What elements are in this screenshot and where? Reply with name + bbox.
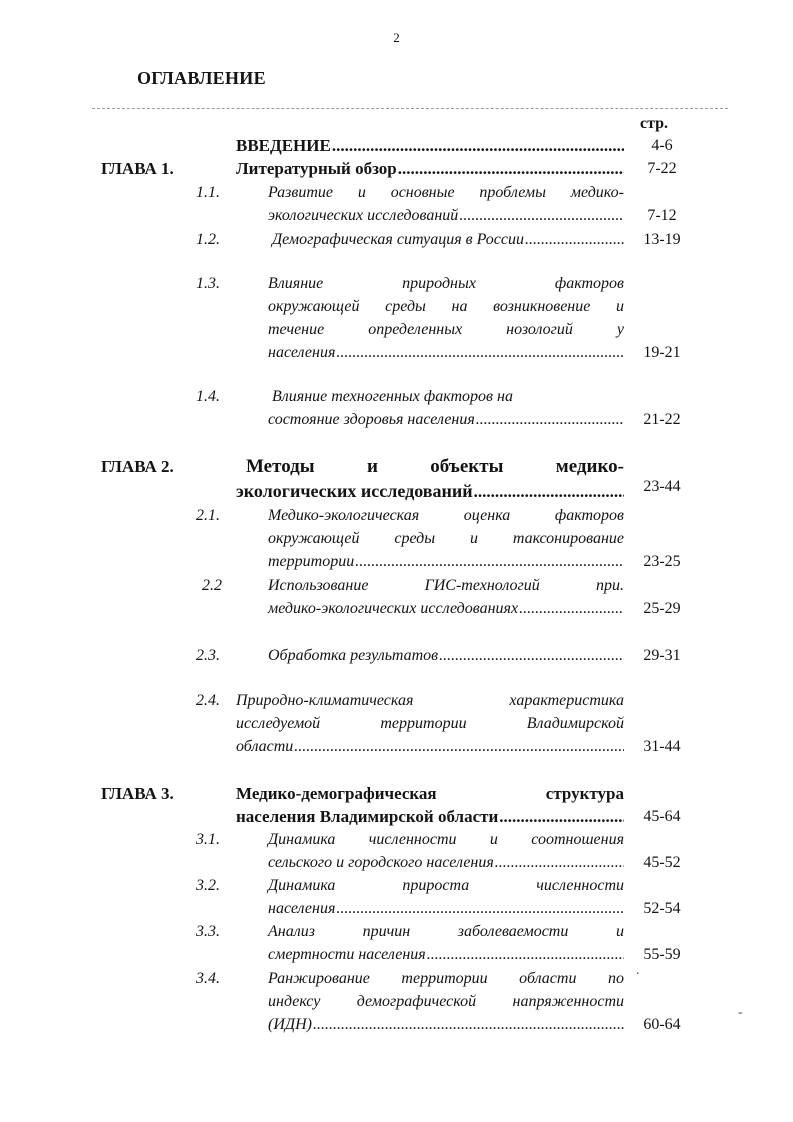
section-line: Демографическая ситуация в России (272, 231, 524, 248)
section-line: медико-экологических исследованиях (268, 600, 519, 617)
section-line: Анализ причин заболеваемости и (268, 923, 624, 940)
section-pages: 45-52 (643, 854, 681, 871)
section-line: Влияние техногенных факторов на (272, 388, 513, 405)
chapter-label: ГЛАВА 1. (101, 159, 174, 178)
section-pages: 21-22 (643, 411, 681, 428)
toc-entry-section-2-1 (268, 504, 624, 573)
toc-entry-section-3-1 (268, 828, 624, 874)
section-line: Влияние природных факторов (268, 275, 624, 292)
toc-entry-section-2-2 (268, 574, 624, 620)
header-rule (92, 108, 728, 109)
section-number: 3.3. (196, 923, 220, 940)
chapter-title: экологических исследований (236, 481, 473, 501)
section-line: Использование ГИС-технологий при. (268, 577, 624, 594)
section-line: Медико-экологическая оценка факторов (268, 507, 624, 524)
section-line: области (236, 738, 294, 755)
section-number: 2.4. (196, 692, 220, 709)
section-pages: 55-59 (643, 946, 681, 963)
chapter-title: Литературный обзор (236, 159, 397, 178)
section-line: состояние здоровья населения (268, 411, 475, 428)
section-pages: 13-19 (643, 231, 681, 248)
section-line: смертности населения (268, 946, 426, 963)
section-number: 3.4. (196, 970, 220, 987)
stray-mark: . (636, 963, 640, 978)
section-pages: 60-64 (643, 1016, 681, 1033)
toc-entry-chapter-1 (236, 157, 624, 180)
section-pages: 29-31 (643, 647, 681, 664)
section-pages: 25-29 (643, 600, 681, 617)
intro-label: ВВЕДЕНИЕ (236, 136, 331, 155)
chapter-title: Методы и объекты медико- (246, 456, 624, 477)
section-number: 1.4. (196, 388, 220, 405)
section-line: Природно-климатическая характеристика (236, 692, 624, 709)
toc-entry-chapter-2 (236, 454, 624, 504)
toc-entry-intro (236, 134, 624, 157)
chapter-pages: 23-44 (643, 478, 681, 495)
section-pages: 23-25 (643, 553, 681, 570)
chapter-label: ГЛАВА 3. (101, 784, 174, 803)
section-line: Развитие и основные проблемы медико- (268, 184, 624, 201)
section-pages: 7-12 (647, 207, 677, 224)
section-line: окружающей среды на возникновение и (268, 298, 624, 315)
chapter-label: ГЛАВА 2. (101, 457, 174, 476)
section-number: 1.3. (196, 275, 220, 292)
section-line: Динамика прироста численности (268, 877, 624, 894)
toc-entry-section-1-2 (272, 228, 624, 251)
toc-entry-section-3-3 (268, 920, 624, 966)
section-pages: 19-21 (643, 344, 681, 361)
chapter-title: населения Владимирской области (236, 807, 499, 826)
toc-entry-section-3-2 (268, 874, 624, 920)
section-number: 3.2. (196, 877, 220, 894)
section-line: окружающей среды и таксонирование (268, 530, 624, 547)
section-line: исследуемой территории Владимирской (236, 715, 624, 732)
toc-entry-chapter-3 (236, 782, 624, 828)
toc-entry-section-2-4 (236, 689, 624, 758)
section-line: территории (268, 553, 355, 570)
section-line: (ИДН) (268, 1016, 312, 1033)
section-line: экологических исследований (268, 207, 459, 224)
section-number: 3.1. (196, 831, 220, 848)
page-column-header: стр. (640, 115, 669, 132)
section-number: 1.1. (196, 184, 220, 201)
toc-title: ОГЛАВЛЕНИЕ (137, 68, 266, 88)
intro-pages: 4-6 (651, 137, 673, 154)
section-line: Обработка результатов (268, 647, 439, 664)
chapter-pages: 45-64 (643, 808, 681, 825)
section-pages: 31-44 (643, 738, 681, 755)
section-line: течение определенных нозологий у (268, 321, 624, 338)
page-number: 2 (393, 30, 400, 45)
stray-mark: - (738, 1005, 743, 1020)
section-line: Динамика численности и соотношения (268, 831, 624, 848)
section-number: 2.2 (202, 577, 222, 594)
toc-entry-section-1-4 (268, 385, 624, 431)
section-number: 2.1. (196, 507, 220, 524)
toc-entry-section-1-1 (268, 181, 624, 227)
section-pages: 52-54 (643, 900, 681, 917)
toc-entry-section-2-3 (268, 644, 624, 667)
section-line: сельского и городского населения (268, 854, 494, 871)
chapter-pages: 7-22 (647, 160, 677, 177)
section-number: 2.3. (196, 647, 220, 664)
toc-entry-section-1-3 (268, 272, 624, 364)
section-line: населения (268, 344, 336, 361)
chapter-title: Медико-демографическая структура (236, 784, 624, 803)
section-line: населения (268, 900, 336, 917)
section-line: Ранжирование территории области по (268, 970, 624, 987)
section-number: 1.2. (196, 231, 220, 248)
toc-entry-section-3-4 (268, 967, 624, 1036)
section-line: индексу демографической напряженности (268, 993, 624, 1010)
